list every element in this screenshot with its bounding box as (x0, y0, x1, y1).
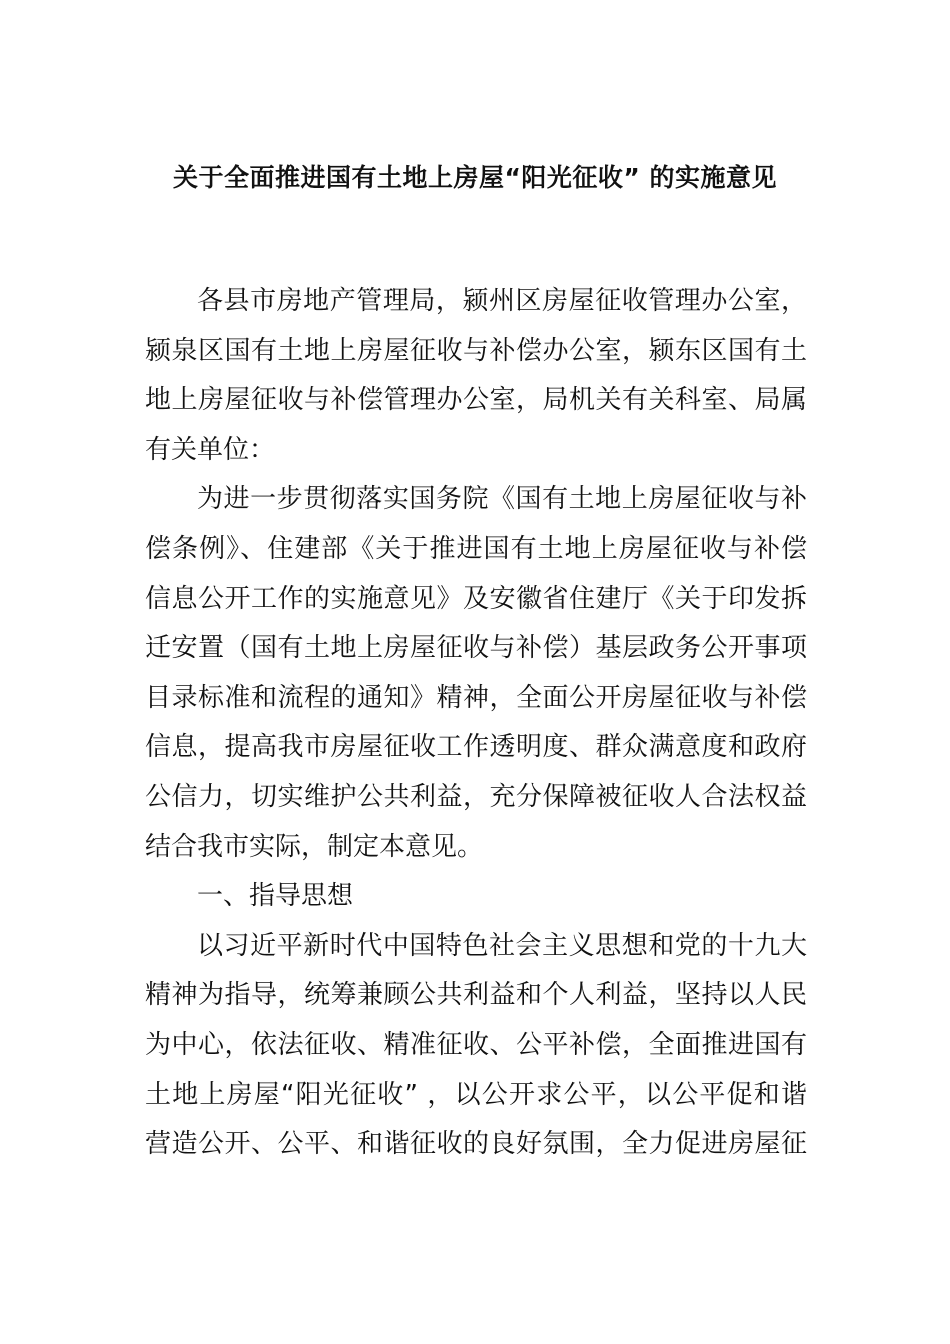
document-body (145, 277, 807, 1170)
text-line: 信息，提高我市房屋征收工作透明度、群众满意度和政府 (145, 732, 807, 763)
text-line: 为中心，依法征收、精准征收、公平补偿，全面推进国有 (145, 1029, 807, 1060)
text-line: 偿条例》、住建部《关于推进国有土地上房屋征收与补偿 (145, 533, 807, 564)
text-line: 迁安置（国有土地上房屋征收与补偿）基层政务公开事项 (145, 633, 807, 664)
text-line: 土地上房屋“阳光征收” ，以公开求公平，以公平促和谐 (145, 1079, 807, 1110)
document-title: 关于全面推进国有土地上房屋“阳光征收” 的实施意见 (172, 163, 778, 192)
text-line: 目录标准和流程的通知》精神，全面公开房屋征收与补偿 (145, 682, 807, 713)
text-line: 以习近平新时代中国特色社会主义思想和党的十九大 (197, 930, 807, 961)
text-line: 颍泉区国有土地上房屋征收与补偿办公室，颍东区国有土 (145, 335, 807, 366)
text-line: 有关单位： (145, 434, 276, 465)
text-line: 地上房屋征收与补偿管理办公室，局机关有关科室、局属 (145, 385, 807, 416)
section-heading: 一、指导思想 (197, 881, 354, 912)
text-line: 精神为指导，统筹兼顾公共利益和个人利益，坚持以人民 (145, 980, 807, 1011)
text-line: 为进一步贯彻落实国务院《国有土地上房屋征收与补 (197, 484, 807, 515)
text-line: 结合我市实际，制定本意见。 (145, 831, 484, 862)
text-line: 营造公开、公平、和谐征收的良好氛围，全力促进房屋征 (145, 1129, 807, 1160)
text-line: 公信力，切实维护公共利益，充分保障被征收人合法权益 (145, 781, 807, 812)
text-line: 各县市房地产管理局，颍州区房屋征收管理办公室， (197, 286, 807, 316)
text-line: 信息公开工作的实施意见》及安徽省住建厅《关于印发拆 (145, 583, 807, 614)
